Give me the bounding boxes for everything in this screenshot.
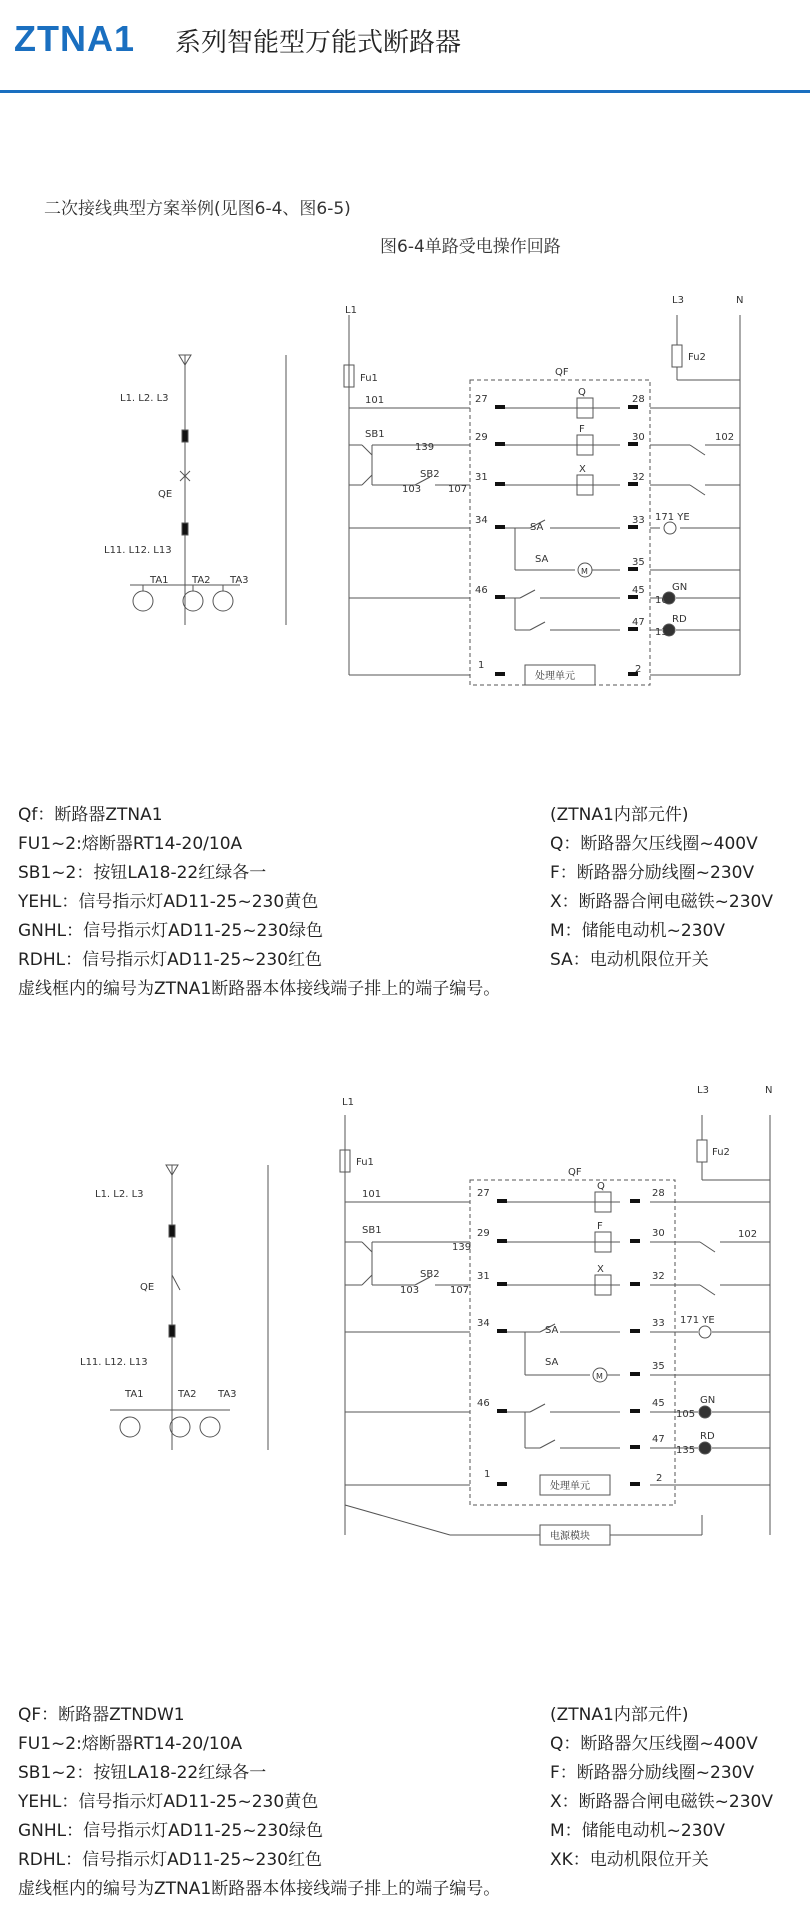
- terminal-46-2: 46: [477, 1398, 490, 1409]
- note-left-3: SB1~2：按钮LA18-22红绿各一: [18, 863, 267, 883]
- note-right-2: Q：断路器欠压线圈~400V: [550, 834, 758, 854]
- label-107: 107: [448, 484, 468, 495]
- processing-unit: 处理单元: [535, 671, 575, 682]
- motor-m: M: [581, 567, 588, 576]
- label-left-top-2: L1. L2. L3: [95, 1189, 144, 1200]
- label-fu1: Fu1: [360, 373, 378, 384]
- note2-left-4: YEHL：信号指示灯AD11-25~230黄色: [18, 1792, 319, 1812]
- terminal-29: 29: [475, 432, 488, 443]
- terminal-47-2: 47: [652, 1434, 665, 1445]
- note-right-5: M：储能电动机~230V: [550, 921, 725, 941]
- coil-x-2: X: [597, 1264, 604, 1275]
- page-header: [0, 0, 810, 94]
- label-103-2: 103: [400, 1285, 420, 1296]
- brand-title: ZTNA1: [14, 18, 135, 59]
- terminal-47: 47: [632, 617, 645, 628]
- terminal-35: 35: [632, 557, 645, 568]
- label-ta1: TA1: [150, 575, 169, 586]
- figure-caption: 图6-4单路受电操作回路: [380, 237, 561, 257]
- label-qe: QE: [158, 489, 173, 500]
- label-qf: QF: [555, 367, 569, 378]
- note-left-2: FU1~2:熔断器RT14-20/10A: [18, 834, 243, 854]
- note-right-1: (ZTNA1内部元件): [550, 805, 689, 825]
- terminal-35-2: 35: [652, 1361, 665, 1372]
- label-ta3: TA3: [230, 575, 249, 586]
- label-105-2: 105: [676, 1409, 696, 1420]
- lamp-rd: RD: [672, 614, 687, 625]
- note-left-6: RDHL：信号指示灯AD11-25~230红色: [18, 950, 322, 970]
- note-right-3: F：断路器分励线圈~230V: [550, 863, 755, 883]
- note2-left-5: GNHL：信号指示灯AD11-25~230绿色: [18, 1821, 323, 1841]
- terminal-27: 27: [475, 394, 488, 405]
- processing-unit-2: 处理单元: [550, 1481, 590, 1492]
- wiring-diagram-1: [0, 285, 810, 725]
- switch-sa-3: SA: [545, 1325, 559, 1336]
- label-n: N: [736, 295, 744, 306]
- terminal-2: 2: [635, 664, 642, 675]
- terminal-30: 30: [632, 432, 645, 443]
- note2-left-1: QF：断路器ZTNDW1: [18, 1705, 185, 1725]
- note2-right-5: M：储能电动机~230V: [550, 1821, 725, 1841]
- note-left-5: GNHL：信号指示灯AD11-25~230绿色: [18, 921, 323, 941]
- terminal-1-2: 1: [484, 1469, 491, 1480]
- motor-m-2: M: [596, 1372, 603, 1381]
- label-105: 105: [655, 595, 675, 606]
- label-fu1-2: Fu1: [356, 1157, 374, 1168]
- label-sb1: SB1: [365, 429, 385, 440]
- note2-right-4: X：断路器合闸电磁铁~230V: [550, 1792, 773, 1812]
- section-intro: 二次接线典型方案举例(见图6-4、图6-5): [44, 199, 351, 219]
- label-left-top: L1. L2. L3: [120, 393, 169, 404]
- note2-left-2: FU1~2:熔断器RT14-20/10A: [18, 1734, 243, 1754]
- terminal-32-2: 32: [652, 1271, 665, 1282]
- note2-footer: 虚线框内的编号为ZTNA1断路器本体接线端子排上的端子编号。: [18, 1879, 501, 1899]
- header-divider: [0, 90, 810, 93]
- label-n-2: N: [765, 1085, 773, 1096]
- note2-left-6: RDHL：信号指示灯AD11-25~230红色: [18, 1850, 322, 1870]
- label-ta2: TA2: [192, 575, 211, 586]
- page-title: 系列智能型万能式断路器: [175, 28, 462, 58]
- switch-sa-2: SA: [535, 554, 549, 565]
- terminal-46: 46: [475, 585, 488, 596]
- note2-right-3: F：断路器分励线圈~230V: [550, 1763, 755, 1783]
- terminal-33-2: 33: [652, 1318, 665, 1329]
- label-l1: L1: [345, 305, 357, 316]
- label-101-2: 101: [362, 1189, 382, 1200]
- note-left-1: Qf：断路器ZTNA1: [18, 805, 163, 825]
- label-102: 102: [715, 432, 735, 443]
- coil-q: Q: [578, 387, 586, 398]
- terminal-31-2: 31: [477, 1271, 490, 1282]
- label-sb2: SB2: [420, 469, 440, 480]
- lamp-rd-2: RD: [700, 1431, 715, 1442]
- note2-right-6: XK：电动机限位开关: [550, 1850, 709, 1870]
- label-139: 139: [415, 442, 435, 453]
- label-107-2: 107: [450, 1285, 470, 1296]
- label-ta3-2: TA3: [218, 1389, 237, 1400]
- lamp-gn: GN: [672, 582, 688, 593]
- label-139-2: 139: [452, 1242, 472, 1253]
- label-ta1-2: TA1: [125, 1389, 144, 1400]
- terminal-2-2: 2: [656, 1473, 663, 1484]
- note-footer: 虚线框内的编号为ZTNA1断路器本体接线端子排上的端子编号。: [18, 979, 501, 999]
- note2-right-2: Q：断路器欠压线圈~400V: [550, 1734, 758, 1754]
- terminal-45-2: 45: [652, 1398, 665, 1409]
- switch-sa-4: SA: [545, 1357, 559, 1368]
- coil-f: F: [579, 424, 585, 435]
- label-left-bottom-2: L11. L12. L13: [80, 1357, 148, 1368]
- label-101: 101: [365, 395, 385, 406]
- terminal-29-2: 29: [477, 1228, 490, 1239]
- label-102-2: 102: [738, 1229, 758, 1240]
- terminal-28: 28: [632, 394, 645, 405]
- coil-q-2: Q: [597, 1181, 605, 1192]
- note2-right-1: (ZTNA1内部元件): [550, 1705, 689, 1725]
- label-l1-2: L1: [342, 1097, 354, 1108]
- terminal-31: 31: [475, 472, 488, 483]
- lamp-ye-2: 171 YE: [680, 1315, 715, 1326]
- label-135: 135: [655, 627, 675, 638]
- note-right-6: SA：电动机限位开关: [550, 950, 709, 970]
- terminal-28-2: 28: [652, 1188, 665, 1199]
- lamp-ye: 171 YE: [655, 512, 690, 523]
- note2-left-3: SB1~2：按钮LA18-22红绿各一: [18, 1763, 267, 1783]
- terminal-45: 45: [632, 585, 645, 596]
- note-left-4: YEHL：信号指示灯AD11-25~230黄色: [18, 892, 319, 912]
- coil-x: X: [579, 464, 586, 475]
- lamp-gn-2: GN: [700, 1395, 716, 1406]
- label-135-2: 135: [676, 1445, 696, 1456]
- power-module: 电源模块: [550, 1531, 590, 1542]
- wiring-diagram-2: [0, 1075, 810, 1575]
- terminal-32: 32: [632, 472, 645, 483]
- label-sb2-2: SB2: [420, 1269, 440, 1280]
- label-fu2-2: Fu2: [712, 1147, 730, 1158]
- note-right-4: X：断路器合闸电磁铁~230V: [550, 892, 773, 912]
- terminal-30-2: 30: [652, 1228, 665, 1239]
- label-103: 103: [402, 484, 422, 495]
- terminal-27-2: 27: [477, 1188, 490, 1199]
- label-fu2: Fu2: [688, 352, 706, 363]
- label-l3-2: L3: [697, 1085, 709, 1096]
- label-left-bottom: L11. L12. L13: [104, 545, 172, 556]
- label-ta2-2: TA2: [178, 1389, 197, 1400]
- terminal-34-2: 34: [477, 1318, 490, 1329]
- terminal-33: 33: [632, 515, 645, 526]
- switch-sa: SA: [530, 522, 544, 533]
- terminal-34: 34: [475, 515, 488, 526]
- coil-f-2: F: [597, 1221, 603, 1232]
- terminal-1: 1: [478, 660, 485, 671]
- label-qe-2: QE: [140, 1282, 155, 1293]
- label-sb1-2: SB1: [362, 1225, 382, 1236]
- label-l3: L3: [672, 295, 684, 306]
- label-qf-2: QF: [568, 1167, 582, 1178]
